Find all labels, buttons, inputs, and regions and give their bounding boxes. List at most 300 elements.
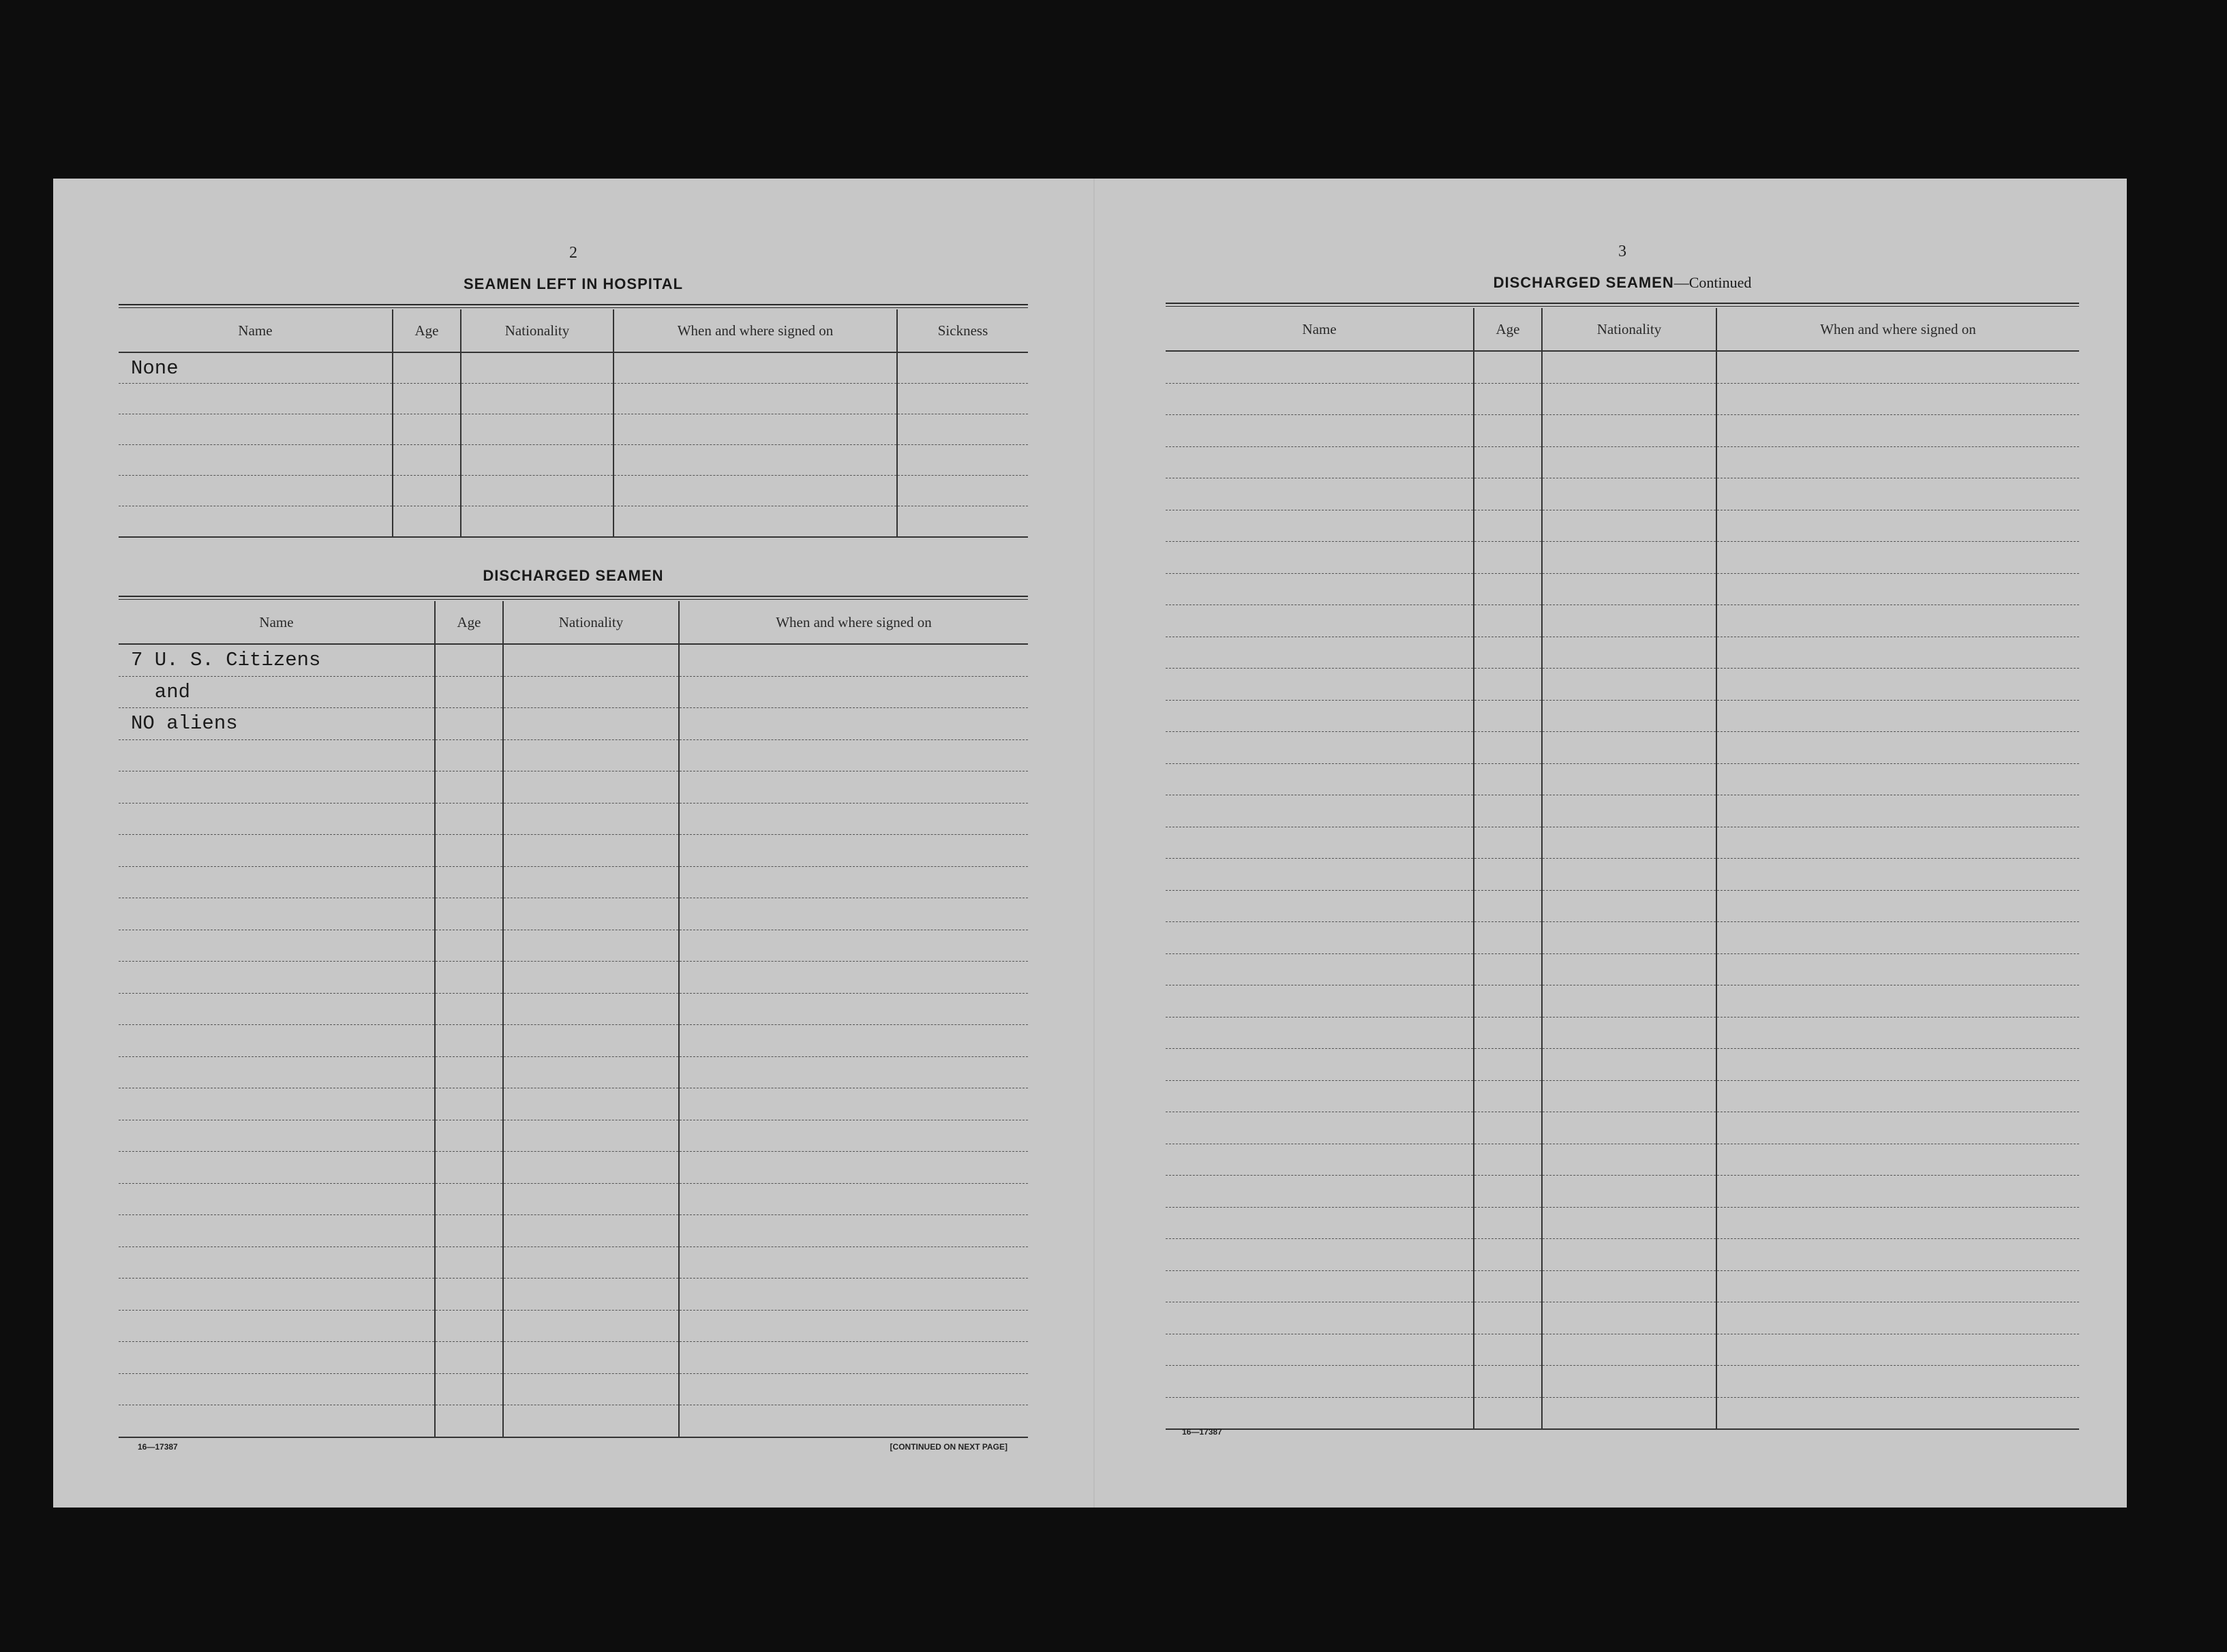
table-row: [1166, 922, 2079, 954]
table-row: [1166, 1112, 2079, 1144]
table-row: [1166, 732, 2079, 764]
table-row: [1166, 1397, 2079, 1429]
table-cell: [1166, 1270, 1474, 1302]
table-cell: [1542, 985, 1716, 1018]
table-cell: [435, 993, 503, 1025]
table-cell: [1474, 1302, 1542, 1334]
table-cell: [1166, 1080, 1474, 1112]
table-cell: [1474, 827, 1542, 859]
hospital-section-title: SEAMEN LEFT IN HOSPITAL: [463, 275, 684, 292]
table-row: [1166, 1334, 2079, 1366]
table-cell: [503, 993, 679, 1025]
table-cell: [897, 445, 1028, 476]
table-row: [119, 708, 1028, 740]
table-cell: [1474, 383, 1542, 415]
table-cell: [1474, 1144, 1542, 1176]
table-row: [119, 1152, 1028, 1184]
table-cell: [119, 445, 393, 476]
table-row: [119, 1373, 1028, 1405]
column-header: Age: [1474, 308, 1542, 351]
table-cell: [435, 866, 503, 898]
table-cell: [393, 476, 461, 506]
table-cell: [1542, 890, 1716, 922]
column-header: When and where signed on: [679, 601, 1028, 644]
table-cell: [119, 506, 393, 538]
table-cell: [1474, 732, 1542, 764]
table-cell: [1166, 510, 1474, 542]
table-cell: [1166, 859, 1474, 891]
table-cell: [435, 1215, 503, 1247]
table-cell: [1166, 1239, 1474, 1271]
table-cell: [1166, 890, 1474, 922]
table-cell: [1716, 1176, 2079, 1208]
table-cell: [1474, 415, 1542, 447]
table-cell: [1474, 890, 1542, 922]
table-cell: [119, 1310, 435, 1342]
table-cell: [897, 384, 1028, 414]
table-cell: [1474, 1112, 1542, 1144]
table-cell: [679, 771, 1028, 804]
discharged-section-title: DISCHARGED SEAMEN: [483, 567, 664, 584]
table-cell: [119, 384, 393, 414]
table-row: [1166, 478, 2079, 510]
table-row: [119, 739, 1028, 771]
table-cell: [1542, 1366, 1716, 1398]
table-cell: [1474, 1270, 1542, 1302]
table-cell: [1474, 351, 1542, 383]
table-cell: [503, 962, 679, 994]
table-cell: [1474, 510, 1542, 542]
table-row: [1166, 637, 2079, 669]
table-cell: [119, 1405, 435, 1437]
table-cell: [503, 644, 679, 676]
table-cell: [435, 1183, 503, 1215]
table-cell: [503, 1056, 679, 1088]
table-cell: [1474, 1334, 1542, 1366]
table-cell: [679, 1279, 1028, 1311]
table-cell: [679, 1152, 1028, 1184]
table-cell: [119, 930, 435, 962]
table-cell: [1474, 700, 1542, 732]
table-cell: [119, 993, 435, 1025]
table-cell: [435, 1120, 503, 1152]
table-row: [1166, 573, 2079, 605]
form-number: 16—17387: [1182, 1427, 1222, 1437]
table-row: [1166, 669, 2079, 701]
table-cell: [1542, 1334, 1716, 1366]
table-cell: [679, 676, 1028, 708]
table-cell: [503, 771, 679, 804]
table-row: [119, 1025, 1028, 1057]
table-cell: [503, 1342, 679, 1374]
table-cell: [1716, 510, 2079, 542]
table-cell: [1716, 1112, 2079, 1144]
table-cell: [1542, 1270, 1716, 1302]
table-row: [1166, 1176, 2079, 1208]
table-cell: [503, 803, 679, 835]
table-cell: [1166, 1334, 1474, 1366]
table-cell: [1166, 827, 1474, 859]
continued-note: [CONTINUED ON NEXT PAGE]: [890, 1442, 1008, 1452]
table-cell: [1542, 953, 1716, 985]
table-cell: [435, 1088, 503, 1120]
table-cell: [1474, 446, 1542, 478]
table-cell: [897, 414, 1028, 445]
table-cell: [1542, 1017, 1716, 1049]
table-cell: [1542, 510, 1716, 542]
table-cell: [679, 708, 1028, 740]
table-cell: [119, 1373, 435, 1405]
table-cell: [1716, 1366, 2079, 1398]
table-cell: [119, 414, 393, 445]
table-cell: [1166, 922, 1474, 954]
discharged-table: [119, 601, 1028, 1438]
table-cell: [1716, 827, 2079, 859]
table-row: [119, 1215, 1028, 1247]
table-cell: [679, 1373, 1028, 1405]
table-row: [119, 803, 1028, 835]
table-cell: [1716, 1270, 2079, 1302]
column-header: Name: [119, 601, 435, 644]
table-cell: [1166, 383, 1474, 415]
title-rule: [1166, 303, 2079, 307]
table-cell: [1716, 573, 2079, 605]
table-cell: [1542, 1302, 1716, 1334]
table-cell: [897, 506, 1028, 538]
table-cell: NO aliens: [119, 708, 435, 740]
table-cell: [679, 644, 1028, 676]
table-cell: [1166, 763, 1474, 795]
table-cell: [897, 476, 1028, 506]
table-cell: [1166, 478, 1474, 510]
table-cell: [1166, 351, 1474, 383]
table-cell: [119, 1279, 435, 1311]
table-cell: [1474, 1366, 1542, 1398]
table-cell: [613, 506, 897, 538]
table-cell: [1166, 1144, 1474, 1176]
table-cell: [1166, 415, 1474, 447]
table-cell: [1474, 1239, 1542, 1271]
table-cell: [679, 1310, 1028, 1342]
table-cell: [119, 1120, 435, 1152]
table-cell: [679, 1342, 1028, 1374]
page-number: 3: [1618, 243, 1626, 260]
table-cell: [1542, 446, 1716, 478]
table-cell: [1716, 1397, 2079, 1429]
table-row: [1166, 1207, 2079, 1239]
table-cell: [435, 835, 503, 867]
table-cell: [119, 1056, 435, 1088]
table-cell: [1542, 1397, 1716, 1429]
table-cell: [1716, 1049, 2079, 1081]
table-cell: [679, 1215, 1028, 1247]
table-row: [119, 506, 1028, 538]
table-cell: [1166, 573, 1474, 605]
table-cell: [119, 1246, 435, 1279]
form-number: 16—17387: [138, 1442, 178, 1452]
table-cell: [119, 771, 435, 804]
column-header: Age: [435, 601, 503, 644]
table-row: [1166, 446, 2079, 478]
table-row: [1166, 415, 2079, 447]
table-cell: [503, 1310, 679, 1342]
table-cell: [1716, 1017, 2079, 1049]
table-cell: [119, 835, 435, 867]
table-cell: [1716, 922, 2079, 954]
table-cell: [119, 962, 435, 994]
table-cell: [1166, 1017, 1474, 1049]
table-cell: [679, 739, 1028, 771]
table-cell: [435, 1373, 503, 1405]
table-cell: [1716, 763, 2079, 795]
table-cell: [435, 803, 503, 835]
table-cell: [1166, 1302, 1474, 1334]
table-row: [1166, 351, 2079, 383]
table-cell: [1716, 795, 2079, 827]
table-cell: [1474, 859, 1542, 891]
table-cell: [503, 1120, 679, 1152]
table-row: [119, 898, 1028, 930]
table-row: [1166, 510, 2079, 542]
table-cell: [461, 384, 613, 414]
table-row: [1166, 890, 2079, 922]
table-cell: [1166, 732, 1474, 764]
table-cell: [1474, 1017, 1542, 1049]
table-cell: [1716, 985, 2079, 1018]
table-cell: [679, 1025, 1028, 1057]
table-cell: [1542, 1239, 1716, 1271]
table-cell: [1542, 1112, 1716, 1144]
table-cell: [679, 1120, 1028, 1152]
table-cell: [1166, 605, 1474, 637]
table-cell: [503, 835, 679, 867]
table-cell: [435, 676, 503, 708]
table-cell: [1474, 542, 1542, 574]
table-cell: [679, 1183, 1028, 1215]
table-cell: [1474, 1080, 1542, 1112]
table-cell: [503, 739, 679, 771]
table-cell: [503, 1152, 679, 1184]
table-row: [1166, 383, 2079, 415]
table-cell: [1542, 795, 1716, 827]
table-cell: [1166, 669, 1474, 701]
table-cell: [503, 1373, 679, 1405]
table-row: [119, 1056, 1028, 1088]
table-cell: [679, 803, 1028, 835]
table-cell: [503, 1088, 679, 1120]
table-cell: [435, 1025, 503, 1057]
table-cell: [1166, 446, 1474, 478]
table-cell: [119, 898, 435, 930]
table-cell: and: [119, 676, 435, 708]
table-cell: [1166, 637, 1474, 669]
table-cell: [503, 930, 679, 962]
table-cell: [1716, 351, 2079, 383]
table-cell: [461, 476, 613, 506]
title-rule: [119, 304, 1028, 308]
table-row: [119, 1120, 1028, 1152]
table-cell: [435, 962, 503, 994]
table-cell: [679, 898, 1028, 930]
table-cell: [1474, 922, 1542, 954]
table-row: [1166, 953, 2079, 985]
table-cell: [1166, 1397, 1474, 1429]
table-cell: [461, 506, 613, 538]
table-row: [119, 676, 1028, 708]
table-row: [119, 352, 1028, 384]
table-row: [119, 1279, 1028, 1311]
table-row: [1166, 605, 2079, 637]
table-row: [119, 1405, 1028, 1437]
table-cell: [119, 1152, 435, 1184]
table-cell: [1542, 763, 1716, 795]
table-cell: [1716, 1207, 2079, 1239]
table-row: [1166, 700, 2079, 732]
table-cell: None: [119, 352, 393, 384]
table-cell: [435, 771, 503, 804]
table-cell: [119, 803, 435, 835]
table-cell: [1166, 700, 1474, 732]
table-cell: [1716, 859, 2079, 891]
table-cell: [435, 1405, 503, 1437]
table-cell: [1716, 637, 2079, 669]
table-cell: [613, 414, 897, 445]
title-text: DISCHARGED SEAMEN: [1493, 274, 1674, 291]
table-cell: [1166, 953, 1474, 985]
column-header: Age: [393, 309, 461, 352]
table-row: [1166, 827, 2079, 859]
table-cell: [1166, 1176, 1474, 1208]
column-header: Nationality: [503, 601, 679, 644]
table-cell: [1716, 1302, 2079, 1334]
table-row: [119, 384, 1028, 414]
table-cell: [1716, 700, 2079, 732]
table-cell: [1474, 1397, 1542, 1429]
table-cell: [435, 644, 503, 676]
table-row: [1166, 1017, 2079, 1049]
table-cell: [119, 866, 435, 898]
table-cell: [1542, 1080, 1716, 1112]
table-cell: [1716, 446, 2079, 478]
table-cell: [1542, 605, 1716, 637]
table-cell: [1474, 1049, 1542, 1081]
table-row: [1166, 542, 2079, 574]
table-cell: [1474, 573, 1542, 605]
table-cell: [679, 866, 1028, 898]
table-cell: 7 U. S. Citizens: [119, 644, 435, 676]
table-cell: [393, 445, 461, 476]
table-row: [119, 1310, 1028, 1342]
table-cell: [1474, 985, 1542, 1018]
column-header: Sickness: [897, 309, 1028, 352]
table-row: [119, 835, 1028, 867]
table-cell: [679, 993, 1028, 1025]
table-cell: [1166, 795, 1474, 827]
table-cell: [679, 1246, 1028, 1279]
table-cell: [1542, 1176, 1716, 1208]
table-cell: [1542, 478, 1716, 510]
table-cell: [503, 1246, 679, 1279]
page-fold: [1093, 179, 1095, 1508]
table-cell: [1542, 383, 1716, 415]
table-cell: [435, 1056, 503, 1088]
table-cell: [503, 1405, 679, 1437]
table-row: [1166, 763, 2079, 795]
table-row: [119, 930, 1028, 962]
table-row: [119, 445, 1028, 476]
table-cell: [503, 1215, 679, 1247]
table-cell: [897, 352, 1028, 384]
table-cell: [503, 676, 679, 708]
table-cell: [461, 414, 613, 445]
table-cell: [119, 1088, 435, 1120]
table-cell: [1542, 1144, 1716, 1176]
table-cell: [119, 739, 435, 771]
table-cell: [1542, 637, 1716, 669]
table-cell: [1474, 953, 1542, 985]
table-cell: [679, 930, 1028, 962]
table-cell: [393, 384, 461, 414]
table-row: [1166, 1144, 2079, 1176]
table-cell: [1716, 890, 2079, 922]
table-cell: [461, 445, 613, 476]
table-cell: [679, 1056, 1028, 1088]
table-cell: [503, 1279, 679, 1311]
left-page: [119, 179, 1028, 1508]
column-header: Name: [1166, 308, 1474, 351]
table-cell: [1716, 1239, 2079, 1271]
table-row: [119, 771, 1028, 804]
page-number: 2: [569, 244, 577, 262]
table-cell: [613, 352, 897, 384]
table-cell: [1716, 415, 2079, 447]
table-cell: [503, 1025, 679, 1057]
table-cell: [503, 1183, 679, 1215]
title-suffix: —Continued: [1673, 274, 1752, 291]
table-row: [1166, 1049, 2079, 1081]
table-cell: [435, 1152, 503, 1184]
table-cell: [1542, 700, 1716, 732]
column-header: Name: [119, 309, 393, 352]
table-cell: [393, 352, 461, 384]
table-cell: [393, 414, 461, 445]
table-cell: [1542, 732, 1716, 764]
table-cell: [1542, 1049, 1716, 1081]
table-cell: [679, 962, 1028, 994]
table-cell: [1166, 542, 1474, 574]
table-cell: [119, 1183, 435, 1215]
table-cell: [1716, 1080, 2079, 1112]
table-row: [119, 644, 1028, 676]
table-cell: [119, 1342, 435, 1374]
table-cell: [503, 898, 679, 930]
table-cell: [1474, 795, 1542, 827]
table-cell: [1474, 669, 1542, 701]
table-row: [1166, 795, 2079, 827]
discharged-continued-title: [1166, 274, 2079, 292]
table-cell: [1166, 985, 1474, 1018]
table-cell: [1166, 1366, 1474, 1398]
table-row: [1166, 985, 2079, 1018]
table-cell: [435, 1310, 503, 1342]
table-row: [119, 476, 1028, 506]
table-cell: [679, 1405, 1028, 1437]
table-row: [119, 1342, 1028, 1374]
table-cell: [1716, 383, 2079, 415]
table-cell: [613, 445, 897, 476]
column-header: Nationality: [461, 309, 613, 352]
table-cell: [1474, 763, 1542, 795]
